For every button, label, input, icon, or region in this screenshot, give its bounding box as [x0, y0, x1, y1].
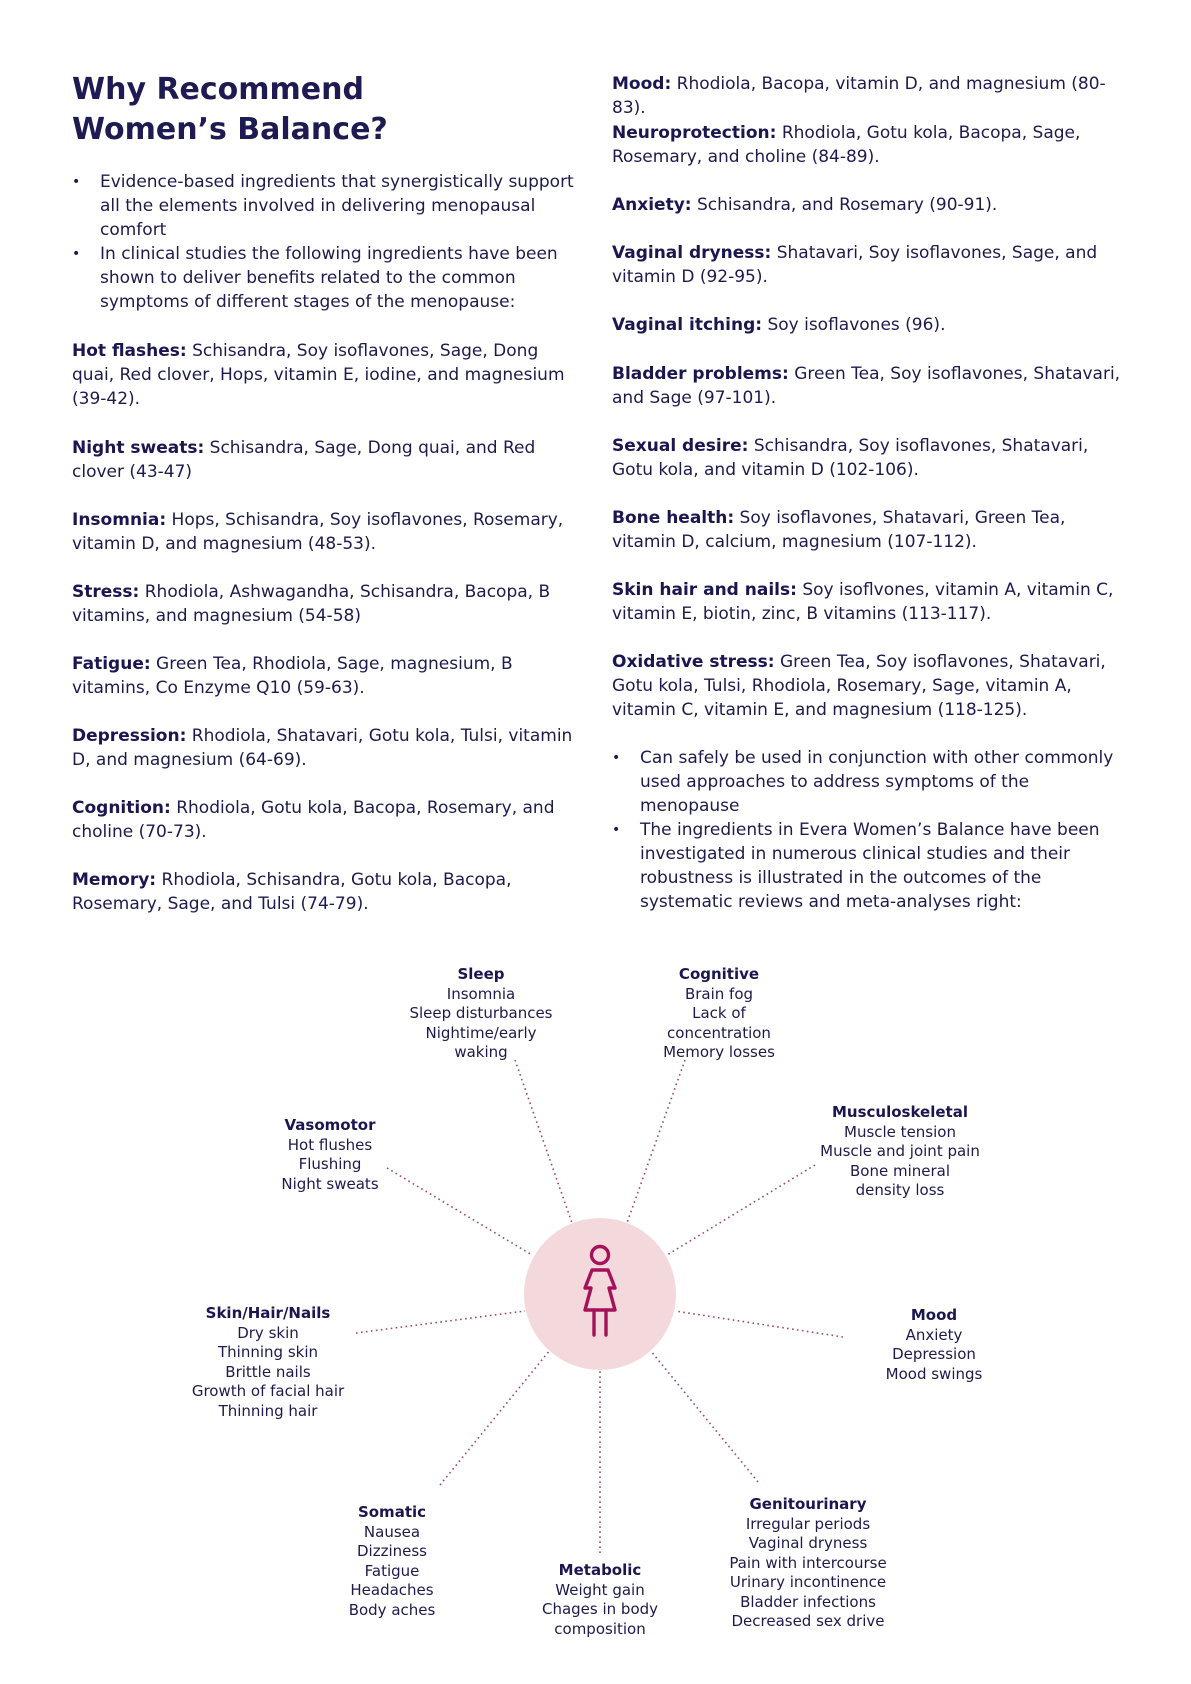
- node-item: waking: [454, 1043, 508, 1061]
- entry-bladder-problems: [612, 362, 1132, 410]
- node-item: Flushing: [298, 1155, 362, 1173]
- node-title: Genitourinary: [749, 1495, 867, 1513]
- entry-memory: [72, 868, 582, 916]
- node-item: Fatigue: [364, 1561, 420, 1580]
- entry-text: Rhodiola, Ashwagandha, Schisandra, Bacopa, B vitamins, and magnesium (54-58): [72, 582, 551, 626]
- entry-term: Vaginal itching:: [612, 315, 763, 335]
- entry-vaginal-itching: [612, 313, 1132, 337]
- node-item: Depression: [892, 1345, 976, 1363]
- node-title: Somatic: [357, 1503, 427, 1521]
- entry-text: Shatavari, Soy isoflavones, Sage, and vitamin D (92-95).: [612, 243, 1098, 287]
- node-item: Vaginal dryness: [748, 1534, 868, 1552]
- node-item: Sleep disturbances: [409, 1004, 553, 1022]
- node-item: Hot flushes: [287, 1135, 373, 1154]
- node-item: Bone mineral: [849, 1161, 951, 1180]
- node-item: Muscle tension: [844, 1122, 956, 1141]
- node-item: Thinning hair: [218, 1401, 318, 1420]
- entry-term: Night sweats:: [72, 438, 205, 458]
- entry-text: Schisandra, and Rosemary (90-91).: [691, 195, 998, 215]
- entry-term: Memory:: [72, 870, 157, 890]
- page-title-line-2: Women’s Balance?: [72, 112, 388, 147]
- entry-text: Soy isoflavones, Shatavari, Green Tea, vitamin D, calcium, magnesium (107-112).: [612, 508, 1066, 552]
- node-item: Anxiety: [905, 1325, 963, 1344]
- entry-term: Anxiety:: [612, 195, 692, 215]
- node-item: composition: [554, 1619, 646, 1638]
- node-title: Vasomotor: [284, 1116, 376, 1134]
- node-item: Brain fog: [684, 984, 754, 1003]
- node-title: Musculoskeletal: [832, 1103, 968, 1121]
- node-item: Irregular periods: [745, 1514, 871, 1533]
- node-title: Sleep: [457, 965, 505, 983]
- entry-night-sweats: [72, 436, 582, 484]
- node-item: Brittle nails: [225, 1362, 311, 1381]
- entry-neuroprotection: [612, 121, 1132, 169]
- node-title: Metabolic: [558, 1561, 642, 1579]
- entry-text: Rhodiola, Gotu kola, Bacopa, Sage, Rosemary, and choline (84-89).: [612, 123, 1081, 167]
- entry-term: Bone health:: [612, 508, 735, 528]
- entry-term: Hot flashes:: [72, 341, 187, 361]
- node-item: Nausea: [363, 1522, 421, 1541]
- node-skin-hair-nails: [192, 1304, 344, 1421]
- entry-term: Mood:: [612, 74, 672, 94]
- entry-text: Rhodiola, Shatavari, Gotu kola, Tulsi, vitamin D, and magnesium (64-69).: [72, 726, 573, 770]
- intro-bullet: • In clinical studies the following ingredients have been shown to deliver benefits related to the common symptoms of different stages of the menopause:: [72, 242, 584, 314]
- entry-term: Skin hair and nails:: [612, 580, 797, 600]
- entry-skin-hair-nails: [612, 578, 1132, 626]
- connector-skin-hair-nails: [356, 1311, 525, 1333]
- node-title: Cognitive: [678, 965, 760, 983]
- node-item: Chages in body: [541, 1600, 659, 1618]
- node-item: Memory losses: [663, 1043, 775, 1061]
- entry-hot-flashes: [72, 339, 582, 411]
- node-musculoskeletal: [820, 1103, 980, 1201]
- node-somatic: [349, 1503, 436, 1620]
- node-item: concentration: [667, 1023, 771, 1042]
- intro-bullet: • Evidence-based ingredients that synergistically support all the elements involved in delivering menopausal comfort: [72, 170, 584, 242]
- entry-anxiety: [612, 193, 1132, 217]
- entry-term: Cognition:: [72, 798, 171, 818]
- entry-text: Green Tea, Soy isoflavones, Shatavari, and Sage (97-101).: [612, 364, 1121, 408]
- connector-cognitive: [627, 1060, 685, 1223]
- node-vasomotor: [281, 1116, 378, 1194]
- node-item: Insomnia: [446, 984, 516, 1003]
- entry-term: Stress:: [72, 582, 140, 602]
- connector-sleep: [515, 1060, 572, 1223]
- center-circle: [524, 1218, 676, 1370]
- entry-insomnia: [72, 508, 582, 556]
- entry-text: Green Tea, Soy isoflavones, Shatavari, Gotu kola, Tulsi, Rhodiola, Rosemary, Sage, vitamin A, vitamin C, vitamin E, and magnesium (118-125).: [612, 652, 1106, 720]
- diagram-connectors: [0, 940, 1191, 1640]
- entry-term: Sexual desire:: [612, 436, 749, 456]
- node-item: Nightime/early: [425, 1023, 537, 1042]
- node-item: density loss: [855, 1181, 945, 1199]
- node-item: Decreased sex drive: [731, 1612, 885, 1630]
- node-item: Weight gain: [555, 1580, 645, 1599]
- entry-text: Schisandra, Sage, Dong quai, and Red clover (43-47): [72, 438, 536, 482]
- node-item: Thinning skin: [218, 1343, 318, 1361]
- entry-text: Rhodiola, Schisandra, Gotu kola, Bacopa, Rosemary, Sage, and Tulsi (74-79).: [72, 870, 512, 914]
- node-metabolic: [542, 1561, 658, 1639]
- connector-mood: [675, 1311, 843, 1337]
- symptom-diagram: [0, 940, 1191, 1640]
- entry-term: Bladder problems:: [612, 364, 789, 384]
- entry-text: Soy isoflavones (96).: [762, 315, 946, 335]
- entry-term: Depression:: [72, 726, 187, 746]
- node-item: Muscle and joint pain: [820, 1142, 980, 1160]
- entry-term: Insomnia:: [72, 510, 167, 530]
- entry-sexual-desire: [612, 434, 1132, 482]
- node-item: Night sweats: [281, 1174, 379, 1193]
- entry-text: Rhodiola, Bacopa, vitamin D, and magnesium (80-83).: [612, 74, 1106, 118]
- node-item: Urinary incontinence: [729, 1573, 887, 1591]
- node-mood: [886, 1306, 983, 1384]
- node-item: Dry skin: [237, 1323, 299, 1342]
- entry-bone-health: [612, 506, 1132, 554]
- entry-term: Oxidative stress:: [612, 652, 775, 672]
- entry-text: Schisandra, Soy isoflavones, Shatavari, Gotu kola, and vitamin D (102-106).: [612, 436, 1089, 480]
- entry-stress: [72, 580, 582, 628]
- entry-text: Hops, Schisandra, Soy isoflavones, Rosemary, vitamin D, and magnesium (48-53).: [72, 510, 564, 554]
- entry-term: Neuroprotection:: [612, 123, 777, 143]
- connector-musculoskeletal: [667, 1165, 815, 1255]
- entry-text: Rhodiola, Gotu kola, Bacopa, Rosemary, and choline (70-73).: [72, 798, 555, 842]
- node-item: Growth of facial hair: [191, 1382, 345, 1400]
- node-item: Body aches: [348, 1600, 436, 1619]
- closing-bullet-list: [612, 746, 1132, 914]
- closing-bullet: • The ingredients in Evera Women’s Balance have been investigated in numerous clinical studies and their robustness is illustrated in the outcomes of the systematic reviews and meta-analyses right:: [612, 818, 1132, 914]
- node-genitourinary: [729, 1495, 886, 1632]
- node-item: Dizziness: [357, 1542, 427, 1560]
- node-item: Mood swings: [885, 1364, 983, 1383]
- entry-text: Schisandra, Soy isoflavones, Sage, Dong quai, Red clover, Hops, vitamin E, iodine, and magnesium (39-42).: [72, 341, 565, 409]
- entry-term: Vaginal dryness:: [612, 243, 772, 263]
- node-title: Skin/Hair/Nails: [205, 1304, 331, 1322]
- entry-depression: [72, 724, 582, 772]
- node-title: Mood: [910, 1306, 958, 1324]
- node-item: Pain with intercourse: [729, 1553, 887, 1572]
- connector-genitourinary: [650, 1350, 758, 1482]
- page-title: [72, 70, 572, 150]
- page-title-line-1: Why Recommend: [72, 72, 364, 107]
- entry-term: Fatigue:: [72, 654, 151, 674]
- entry-text: Green Tea, Rhodiola, Sage, magnesium, B vitamins, Co Enzyme Q10 (59-63).: [72, 654, 513, 698]
- node-item: Lack of: [692, 1004, 746, 1022]
- entry-fatigue: [72, 652, 582, 700]
- entry-oxidative-stress: [612, 650, 1132, 722]
- node-item: Bladder infections: [740, 1592, 876, 1611]
- node-cognitive: [663, 965, 775, 1063]
- entry-mood: [612, 72, 1132, 120]
- entry-vaginal-dryness: [612, 241, 1132, 289]
- node-item: Headaches: [350, 1581, 434, 1599]
- entry-cognition: [72, 796, 582, 844]
- entry-text: Soy isoflvones, vitamin A, vitamin C, vitamin E, biotin, zinc, B vitamins (113-117).: [612, 580, 1114, 624]
- intro-bullet-list: [72, 170, 584, 314]
- connector-vasomotor: [387, 1168, 532, 1255]
- node-sleep: [409, 965, 552, 1063]
- closing-bullet: • Can safely be used in conjunction with other commonly used approaches to address symptoms of the menopause: [612, 746, 1132, 818]
- connector-somatic: [440, 1350, 550, 1485]
